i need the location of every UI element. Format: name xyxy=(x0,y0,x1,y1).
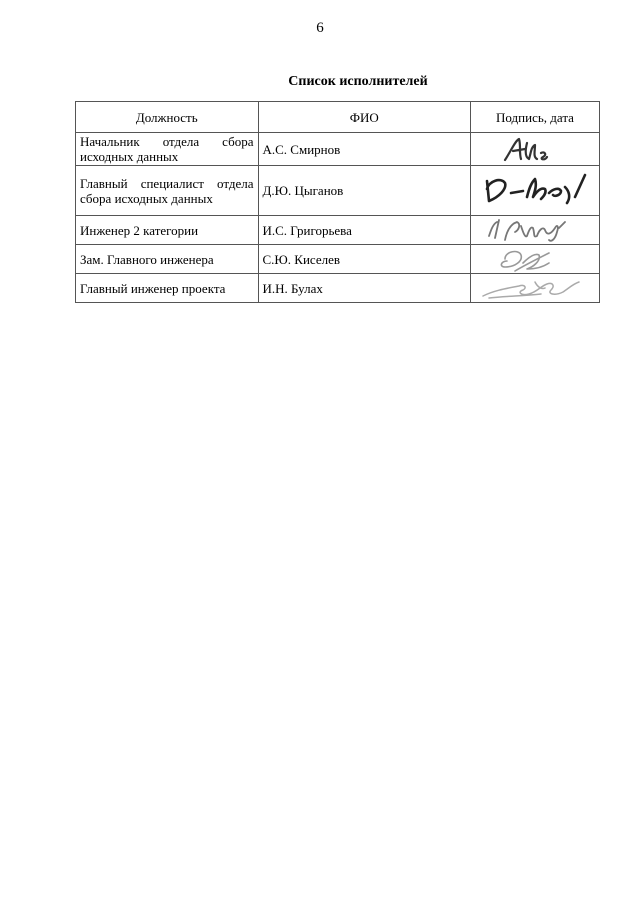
signature-image xyxy=(475,245,595,273)
page-number: 6 xyxy=(316,20,324,36)
name-cell: А.С. Смирнов xyxy=(258,133,470,166)
table-row xyxy=(76,166,600,216)
signature-cell xyxy=(470,274,599,303)
table-row xyxy=(76,216,600,245)
position-cell: Начальник отдела сбора исходных данных xyxy=(76,133,259,166)
name-cell: С.Ю. Киселев xyxy=(258,245,470,274)
header-position: Должность xyxy=(76,102,259,133)
position-cell: Главный специалист отдела сбора исходных данных xyxy=(76,166,259,216)
name-cell: И.С. Григорьева xyxy=(258,216,470,245)
table-row xyxy=(76,133,600,166)
name-cell: И.Н. Булах xyxy=(258,274,470,303)
executors-table xyxy=(75,101,600,303)
signature-cell xyxy=(470,216,599,245)
table-header-row xyxy=(76,102,600,133)
table-row xyxy=(76,245,600,274)
signature-cell xyxy=(470,166,599,216)
position-cell: Инженер 2 категории xyxy=(76,216,259,245)
signature-cell xyxy=(470,245,599,274)
position-cell: Зам. Главного инженера xyxy=(76,245,259,274)
signature-cell xyxy=(470,133,599,166)
position-cell: Главный инженер проекта xyxy=(76,274,259,303)
name-cell: Д.Ю. Цыганов xyxy=(258,166,470,216)
header-signature: Подпись, дата xyxy=(470,102,599,133)
header-name: ФИО xyxy=(258,102,470,133)
signature-image xyxy=(475,216,595,244)
signature-image xyxy=(475,274,595,302)
signature-image xyxy=(475,133,595,165)
signature-image xyxy=(475,167,595,215)
table-row xyxy=(76,274,600,303)
document-title: Список исполнителей xyxy=(288,74,428,89)
